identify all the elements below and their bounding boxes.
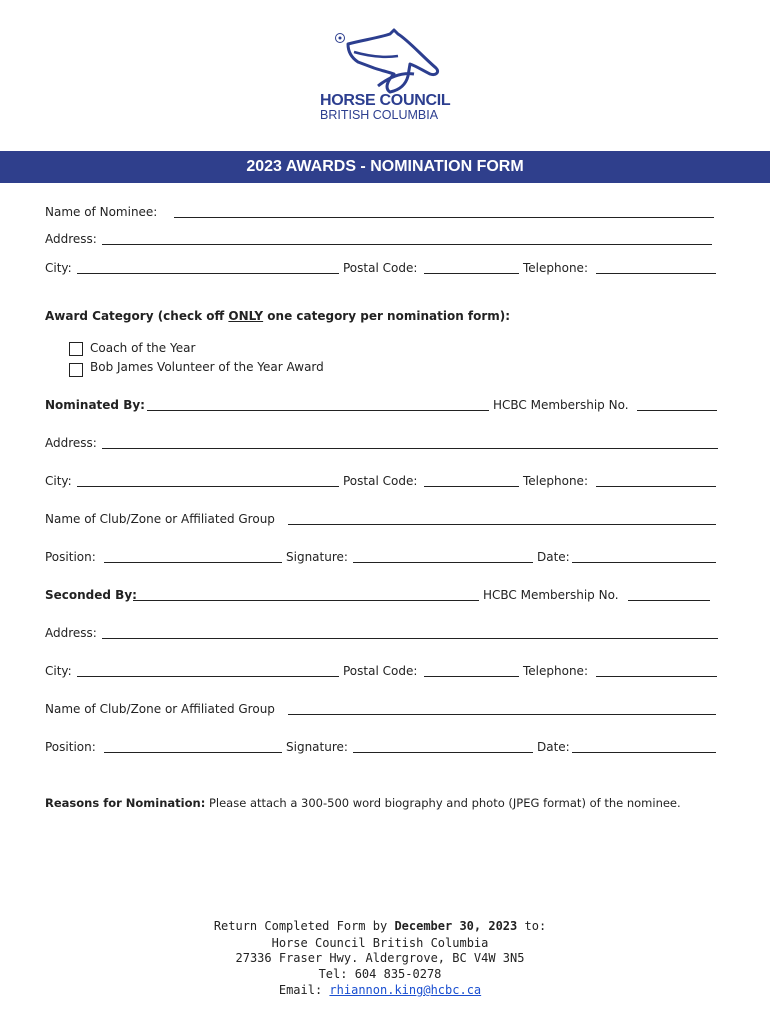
nominator-position-field[interactable]	[104, 562, 282, 563]
reasons-label: Reasons for Nomination:	[45, 796, 206, 810]
seconder-membership-label: HCBC Membership No.	[483, 588, 619, 602]
nominator-date-label: Date:	[537, 550, 570, 564]
horse-head-logo-icon	[318, 22, 458, 94]
nominator-membership-field[interactable]	[637, 410, 717, 411]
nominator-telephone-label: Telephone:	[523, 474, 588, 488]
nominated-by-label: Nominated By:	[45, 398, 145, 412]
nominee-postal-label: Postal Code:	[343, 261, 418, 275]
nominator-postal-label: Postal Code:	[343, 474, 418, 488]
seconder-signature-label: Signature:	[286, 740, 348, 754]
seconded-by-label: Seconded By:	[45, 588, 137, 602]
seconder-position-label: Position:	[45, 740, 96, 754]
nominator-club-field[interactable]	[288, 524, 716, 525]
seconder-city-label: City:	[45, 664, 72, 678]
nominator-position-label: Position:	[45, 550, 96, 564]
seconder-date-field[interactable]	[572, 752, 716, 753]
seconder-address-field[interactable]	[102, 638, 718, 639]
nominator-signature-field[interactable]	[353, 562, 533, 563]
nominee-name-label: Name of Nominee:	[45, 205, 158, 219]
coach-of-year-label: Coach of the Year	[90, 341, 196, 355]
award-category-heading: Award Category (check off ONLY one category per nomination form):	[45, 309, 511, 323]
seconder-date-label: Date:	[537, 740, 570, 754]
nominator-telephone-field[interactable]	[596, 486, 716, 487]
seconder-address-label: Address:	[45, 626, 97, 640]
return-instructions: Return Completed Form by December 30, 2023 to:	[213, 919, 547, 933]
footer-address: 27336 Fraser Hwy. Aldergrove, BC V4W 3N5	[235, 951, 525, 965]
form-title: 2023 AWARDS - NOMINATION FORM	[246, 158, 524, 175]
seconder-position-field[interactable]	[104, 752, 282, 753]
footer-email: Email: rhiannon.king@hcbc.ca	[278, 983, 482, 997]
nominee-address-field[interactable]	[102, 244, 712, 245]
volunteer-award-label: Bob James Volunteer of the Year Award	[90, 360, 324, 374]
nominator-club-label: Name of Club/Zone or Affiliated Group	[45, 512, 275, 526]
email-link[interactable]: rhiannon.king@hcbc.ca	[329, 983, 482, 997]
nominator-postal-field[interactable]	[424, 486, 519, 487]
seconder-postal-field[interactable]	[424, 676, 519, 677]
nominee-address-label: Address:	[45, 232, 97, 246]
footer-org: Horse Council British Columbia	[271, 936, 489, 950]
logo-subtitle: BRITISH COLUMBIA	[320, 108, 439, 122]
nominee-telephone-field[interactable]	[596, 273, 716, 274]
coach-of-year-checkbox[interactable]	[69, 342, 83, 356]
reasons-text: Please attach a 300-500 word biography and photo (JPEG format) of the nominee.	[205, 796, 681, 810]
nominee-postal-field[interactable]	[424, 273, 519, 274]
seconder-signature-field[interactable]	[353, 752, 533, 753]
nominator-city-label: City:	[45, 474, 72, 488]
nominated-by-field[interactable]	[147, 410, 489, 411]
footer-tel: Tel: 604 835-0278	[318, 967, 442, 981]
seconder-telephone-field[interactable]	[596, 676, 717, 677]
nominator-address-label: Address:	[45, 436, 97, 450]
seconder-city-field[interactable]	[77, 676, 339, 677]
nominator-city-field[interactable]	[77, 486, 339, 487]
seconder-postal-label: Postal Code:	[343, 664, 418, 678]
seconder-telephone-label: Telephone:	[523, 664, 588, 678]
nominator-membership-label: HCBC Membership No.	[493, 398, 629, 412]
nominee-city-label: City:	[45, 261, 72, 275]
nominator-address-field[interactable]	[102, 448, 718, 449]
deadline: December 30, 2023	[394, 919, 518, 933]
nominator-signature-label: Signature:	[286, 550, 348, 564]
nominee-name-field[interactable]	[174, 217, 714, 218]
seconder-membership-field[interactable]	[628, 600, 710, 601]
nominee-telephone-label: Telephone:	[523, 261, 588, 275]
reasons-for-nomination	[45, 796, 681, 810]
nominator-date-field[interactable]	[572, 562, 716, 563]
seconder-club-label: Name of Club/Zone or Affiliated Group	[45, 702, 275, 716]
seconded-by-field[interactable]	[133, 600, 479, 601]
seconder-club-field[interactable]	[288, 714, 716, 715]
nominee-city-field[interactable]	[77, 273, 339, 274]
volunteer-award-checkbox[interactable]	[69, 363, 83, 377]
logo-title: HORSE COUNCIL	[320, 92, 451, 109]
